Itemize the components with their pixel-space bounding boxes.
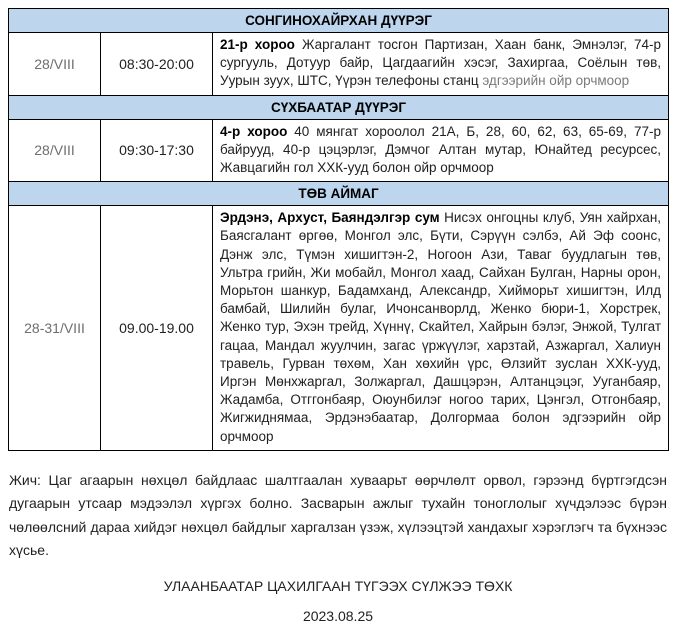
area-title: 4-р хороо — [220, 123, 288, 139]
time-cell: 09.00-19.00 — [101, 206, 213, 451]
table-row-tuv-aimag — [9, 206, 669, 451]
outage-table — [8, 8, 669, 451]
notice-paragraph: Жич: Цаг агаарын нөхцөл байдлаас шалтгаалан хуваарьт өөрчлөлт орвол, гэрээнд бүртгэгдсэн дугаарын утсаар мэдээлэл хүргэх болно. Засварын ажлыг тухайн тоноглолыг хүчдэлээс бүрэн чөлөөлсний дараа хийдэг нөхцөл байдлыг харгалзан үзэж, хүлээцтэй хандахыг хэрэглэгч та бүхнээс хүсье. — [9, 471, 667, 559]
area-title: 21-р хороо — [220, 37, 295, 52]
date-cell: 28-31/VIII — [9, 206, 101, 451]
table-row-header-tuv-aimag — [9, 182, 669, 206]
date-cell: 28/VIII — [9, 33, 101, 96]
area-muted-tail: эдгээрийн ойр орчмоор — [478, 73, 630, 89]
company-name: УЛААНБААТАР ЦАХИЛГААН ТҮГЭЭХ СҮЛЖЭЭ ТӨХК — [163, 577, 513, 594]
publish-date: 2023.08.25 — [302, 607, 374, 624]
area-cell — [213, 33, 669, 96]
area-text: 40 мянгат хороолол 21А, Б, 28, 60, 62, 63, 65-69, 77-р байрууд, 40-р цэцэрлэг, Дэмчог Алтан мутар, Юнайтед ресурсес, Жавцагийн гол ХХК-ууд болон ойр орчмоор — [220, 123, 662, 176]
district-header-sukhbaatar: СҮХБААТАР ДҮҮРЭГ — [9, 95, 669, 119]
time-cell: 09:30-17:30 — [101, 119, 213, 182]
area-cell — [213, 206, 669, 451]
district-header-tuv-aimag: ТӨВ АЙМАГ — [9, 182, 669, 206]
time-cell: 08:30-20:00 — [101, 33, 213, 96]
area-cell — [213, 119, 669, 182]
table-row-songinokhairkhan — [9, 33, 669, 96]
area-title: Эрдэнэ, Архуст, Баяндэлгэр сум — [220, 210, 440, 226]
table-row-header-sukhbaatar — [9, 95, 669, 119]
area-text: Нисэх онгоцны клуб, Уян хайрхан, Баясгалант өргөө, Монгол элс, Бүти, Сэрүүн сэлбэ, Ай Эф соонс, Дэнж элс, Түмэн хишигтэн-2, Ногоон Ази, Таваг буудлагын төв, Ультра грийн, Жи мобайл, Монгол хаад, Сайхан Булган, Нарны орон, Морьтон шанкур, Бадамханд, Александр, Хийморьт хишигтэн, Илд бамбай, Шилийн булаг, Ичонсанворлд, Женко бюри-1, Хорстрек, Женко тур, Эхэн трейд, Хүннү, Скайтел, Хайрын бэлэг, Энжой, Тулгат гацаа, Мандал жуулчин, загас үржүүлэг, харзтай, Азжаргал, Халиун травель, Гурван төхөм, Хан хөхийн үрс, Өлзийт зуслан ХХК-ууд, Иргэн Мөнхжаргал, Золжаргал, Дашцэрэн, Алтанцэцэг, Ууганбаяр, Жадамба, Отггонбаяр, Оюунбилэг ногоо тарих, Цэнгэл, Отгонбаяр, Жигжиднямаа, Эрдэнэбаатар, Долгормаа болон эдгээрийн ойр орчмоор — [220, 210, 662, 444]
area-text: Жаргалант тосгон Партизан, Хаан банк, Эмнэлэг, 74-р сургууль, Дотуур байр, Цагдаагийн хэсэг, Захиргаа, Соёлын төв, Уурын зуух, ШТС, Үүрэн телефоны станц — [220, 37, 662, 89]
district-header-songinokhairkhan: СОНГИНОХАЙРХАН ДҮҮРЭГ — [9, 9, 669, 33]
table-row-sukhbaatar — [9, 119, 669, 182]
table-row-header-songinokhairkhan — [9, 9, 669, 33]
date-cell: 28/VIII — [9, 119, 101, 182]
